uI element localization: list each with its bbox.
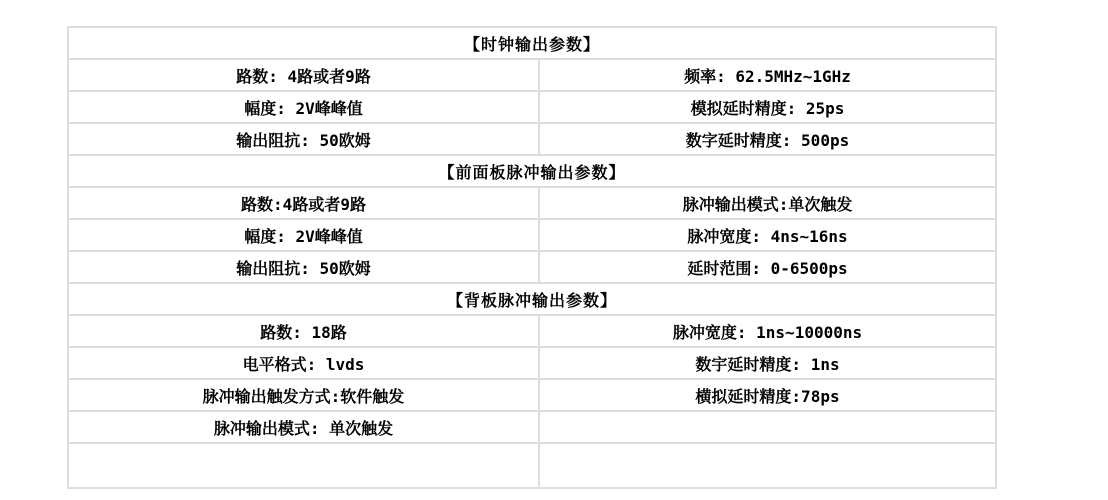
param-cell-delay-range: 延时范围: 0-6500ps xyxy=(539,251,996,283)
section-header-clock-output xyxy=(68,27,996,59)
param-cell-amplitude: 幅度: 2V峰峰值 xyxy=(68,219,539,251)
param-cell-pulse-output-mode: 脉冲输出模式:单次触发 xyxy=(539,187,996,219)
section-title-backplane-pulse: 【背板脉冲输出参数】 xyxy=(68,283,996,315)
param-cell-level-format: 电平格式: lvds xyxy=(68,347,539,379)
table-row xyxy=(68,315,996,347)
param-cell-pulse-output-mode: 脉冲输出模式: 单次触发 xyxy=(68,411,539,443)
param-cell-channels: 路数: 18路 xyxy=(68,315,539,347)
param-cell-empty xyxy=(68,443,539,488)
param-cell-empty xyxy=(539,443,996,488)
param-cell-frequency: 频率: 62.5MHz~1GHz xyxy=(539,59,996,91)
table-row xyxy=(68,411,996,443)
section-header-backplane-pulse xyxy=(68,283,996,315)
table-row xyxy=(68,251,996,283)
param-cell-analog-delay-precision: 模拟延时精度: 25ps xyxy=(539,91,996,123)
table-row xyxy=(68,59,996,91)
section-header-front-panel-pulse xyxy=(68,155,996,187)
param-cell-amplitude: 幅度: 2V峰峰值 xyxy=(68,91,539,123)
param-cell-analog-delay-precision: 横拟延时精度:78ps xyxy=(539,379,996,411)
param-cell-pulse-width: 脉冲宽度: 4ns~16ns xyxy=(539,219,996,251)
param-cell-channels: 路数:4路或者9路 xyxy=(68,187,539,219)
table-row xyxy=(68,91,996,123)
parameters-table xyxy=(67,26,997,489)
param-cell-trigger-method: 脉冲输出触发方式:软件触发 xyxy=(68,379,539,411)
table-row xyxy=(68,219,996,251)
param-cell-digital-delay-precision: 数字延时精度: 500ps xyxy=(539,123,996,155)
table-row xyxy=(68,379,996,411)
table-row xyxy=(68,347,996,379)
section-title-clock-output: 【时钟输出参数】 xyxy=(68,27,996,59)
parameters-table-body xyxy=(68,27,996,488)
section-title-front-panel-pulse: 【前面板脉冲输出参数】 xyxy=(68,155,996,187)
param-cell-digital-delay-precision: 数宇延时精度: 1ns xyxy=(539,347,996,379)
param-cell-output-impedance: 输出阻抗: 50欧姆 xyxy=(68,123,539,155)
param-cell-output-impedance: 输出阻抗: 50欧姆 xyxy=(68,251,539,283)
table-row-empty xyxy=(68,443,996,488)
param-cell-pulse-width: 脉冲宽度: 1ns~10000ns xyxy=(539,315,996,347)
param-cell-empty xyxy=(539,411,996,443)
param-cell-channels: 路数: 4路或者9路 xyxy=(68,59,539,91)
table-row xyxy=(68,123,996,155)
table-row xyxy=(68,187,996,219)
